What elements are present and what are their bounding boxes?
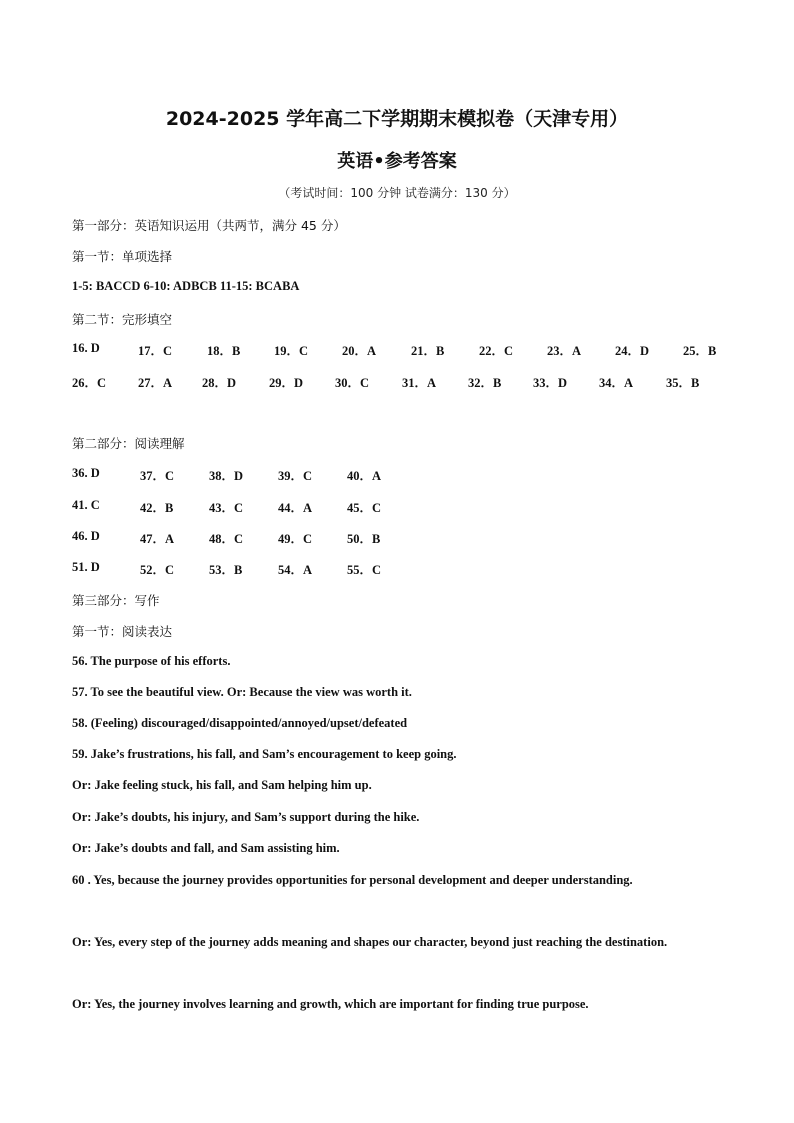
answer-cell: 44．A (278, 501, 313, 515)
answer-cell: 52．C (140, 563, 175, 577)
part1-heading: 第一部分：英语知识运用（共两节，满分 45 分） (72, 218, 346, 233)
answer-60-alt-2: Or: Yes, the journey involves learning and growth, which are important for finding true purpose. (72, 997, 589, 1011)
answer-cell: 43．C (209, 501, 244, 515)
answer-cell: 22．C (479, 344, 514, 358)
answer-cell: 42．B (140, 501, 174, 515)
answer-57: 57. To see the beautiful view. Or: Because the view was worth it. (72, 685, 412, 699)
answer-cell: 19．C (274, 344, 309, 358)
section1-heading: 第一节：单项选择 (72, 249, 173, 264)
answer-cell: 26．C (72, 376, 107, 390)
answer-cell: 45．C (347, 501, 382, 515)
answer-cell: 47．A (140, 532, 175, 546)
answer-cell: 41. C (72, 498, 100, 512)
answer-60-alt-1: Or: Yes, every step of the journey adds meaning and shapes our character, beyond just reaching the destination. (72, 935, 668, 949)
answer-cell: 23．A (547, 344, 582, 358)
answer-59-alt-1: Or: Jake feeling stuck, his fall, and Sam helping him up. (72, 778, 372, 792)
answer-cell: 33．D (533, 376, 568, 390)
answer-56: 56. The purpose of his efforts. (72, 654, 231, 668)
answer-cell: 27．A (138, 376, 173, 390)
answer-cell: 49．C (278, 532, 313, 546)
answer-59-alt-3: Or: Jake’s doubts and fall, and Sam assisting him. (72, 841, 340, 855)
answer-cell: 30．C (335, 376, 370, 390)
answer-cell: 50．B (347, 532, 381, 546)
answer-cell: 31．A (402, 376, 437, 390)
answer-cell: 34．A (599, 376, 634, 390)
part2-heading: 第二部分：阅读理解 (72, 436, 185, 451)
answer-58: 58. (Feeling) discouraged/disappointed/annoyed/upset/defeated (72, 716, 408, 730)
section2-heading: 第二节：完形填空 (72, 312, 173, 327)
page-title: 2024-2025 学年高二下学期期末模拟卷（天津专用） (165, 108, 629, 130)
answer-cell: 21．B (411, 344, 445, 358)
answer-cell: 40．A (347, 469, 382, 483)
exam-info: （考试时间：100 分钟 试卷满分：130 分） (278, 186, 516, 200)
answer-60: 60 . Yes, because the journey provides opportunities for personal development and deeper understanding. (72, 873, 633, 887)
answer-59: 59. Jake’s frustrations, his fall, and Sam’s encouragement to keep going. (72, 747, 457, 761)
answer-cell: 53．B (209, 563, 243, 577)
answer-cell: 39．C (278, 469, 313, 483)
part3-heading: 第三部分：写作 (72, 593, 160, 608)
answer-cell: 17．C (138, 344, 173, 358)
answer-cell: 48．C (209, 532, 244, 546)
answer-cell: 18．B (207, 344, 241, 358)
answer-cell: 55．C (347, 563, 382, 577)
page-subtitle: 英语•参考答案 (337, 151, 457, 172)
answer-cell: 38．D (209, 469, 244, 483)
answer-cell: 16. D (72, 341, 100, 355)
answer-cell: 24．D (615, 344, 650, 358)
answer-cell: 29．D (269, 376, 304, 390)
part3-section1-heading: 第一节：阅读表达 (72, 624, 173, 639)
answer-cell: 46. D (72, 529, 100, 543)
answer-cell: 51. D (72, 560, 100, 574)
answer-cell: 36. D (72, 466, 100, 480)
answer-cell: 32．B (468, 376, 502, 390)
section1-answers: 1-5: BACCD 6-10: ADBCB 11-15: BCABA (72, 279, 300, 293)
answer-cell: 28．D (202, 376, 237, 390)
answer-cell: 54．A (278, 563, 313, 577)
answer-cell: 25．B (683, 344, 717, 358)
answer-cell: 20．A (342, 344, 377, 358)
answer-59-alt-2: Or: Jake’s doubts, his injury, and Sam’s support during the hike. (72, 810, 420, 824)
answer-cell: 35．B (666, 376, 700, 390)
answer-cell: 37．C (140, 469, 175, 483)
